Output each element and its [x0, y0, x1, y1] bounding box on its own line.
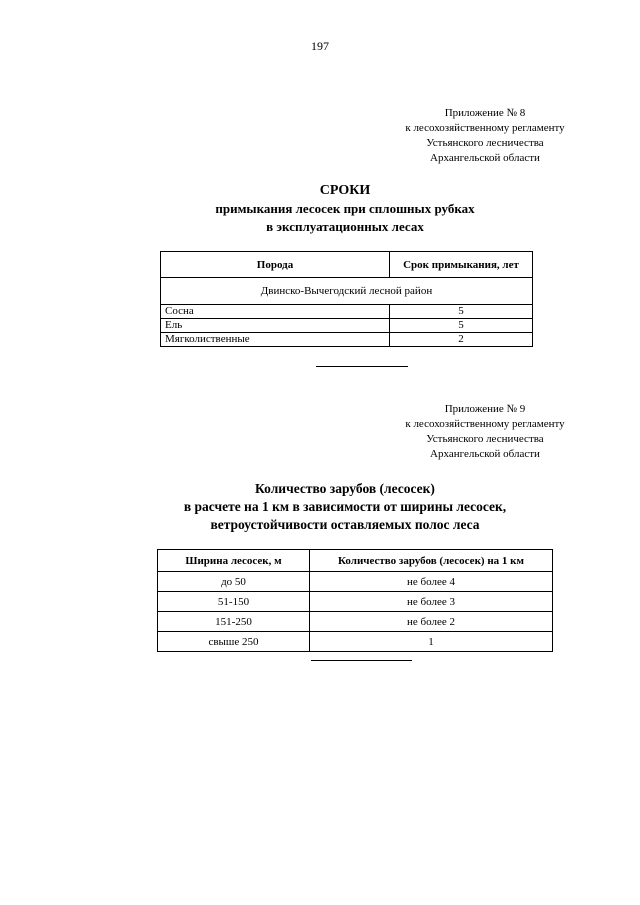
appendix-8-header: [360, 106, 610, 166]
adjacency-table: [160, 251, 533, 347]
width-cell: 151-250: [158, 612, 310, 632]
column-header: Порода: [161, 252, 390, 278]
years-cell: 5: [390, 305, 533, 319]
appendix-8-line: к лесохозяйственному регламенту: [405, 122, 565, 134]
width-cell: свыше 250: [158, 632, 310, 652]
cuts-per-km-table: [157, 549, 553, 652]
table-row: [158, 572, 553, 592]
width-cell: до 50: [158, 572, 310, 592]
count-cell: не более 4: [310, 572, 553, 592]
species-cell: Сосна: [161, 305, 390, 319]
appendix-9-line: Архангельской области: [430, 448, 540, 460]
species-cell: Мягколиственные: [161, 333, 390, 347]
years-cell: 2: [390, 333, 533, 347]
table-row: [158, 632, 553, 652]
table1-subtitle-line: примыкания лесосек при сплошных рубках: [215, 201, 475, 216]
years-cell: 5: [390, 319, 533, 333]
region-cell: Двинско-Вычегодский лесной район: [161, 278, 533, 305]
appendix-8-line: Устьянского лесничества: [426, 137, 544, 149]
table-header-row: [161, 252, 533, 278]
count-cell: 1: [310, 632, 553, 652]
table1-title: [0, 182, 640, 236]
column-header: Ширина лесосек, м: [158, 550, 310, 572]
table1-subtitle-line: в эксплуатационных лесах: [266, 219, 424, 234]
table-row: [161, 333, 533, 347]
section-divider: [311, 660, 412, 661]
species-cell: Ель: [161, 319, 390, 333]
table-row: [161, 305, 533, 319]
table2-title-line: Количество зарубов (лесосек): [255, 481, 435, 496]
table2-title: [0, 480, 640, 534]
table-row: [161, 319, 533, 333]
appendix-9-line: Приложение № 9: [444, 403, 526, 415]
table1-title-main: СРОКИ: [319, 183, 371, 198]
count-cell: не более 3: [310, 592, 553, 612]
table-row: [158, 612, 553, 632]
column-header: Срок примыкания, лет: [390, 252, 533, 278]
table2-title-line: ветроустойчивости оставляемых полос леса: [210, 517, 480, 532]
width-cell: 51-150: [158, 592, 310, 612]
table-row: [158, 592, 553, 612]
appendix-9-header: [360, 402, 610, 462]
appendix-9-line: к лесохозяйственному регламенту: [405, 418, 565, 430]
table-header-row: [158, 550, 553, 572]
count-cell: не более 2: [310, 612, 553, 632]
column-header: Количество зарубов (лесосек) на 1 км: [310, 550, 553, 572]
table2-title-line: в расчете на 1 км в зависимости от ширины лесосек,: [183, 499, 507, 514]
appendix-8-line: Архангельской области: [430, 152, 540, 164]
appendix-9-line: Устьянского лесничества: [426, 433, 544, 445]
page-number: 197: [311, 39, 329, 53]
region-row: [161, 278, 533, 305]
appendix-8-line: Приложение № 8: [444, 107, 526, 119]
section-divider: [316, 366, 408, 367]
